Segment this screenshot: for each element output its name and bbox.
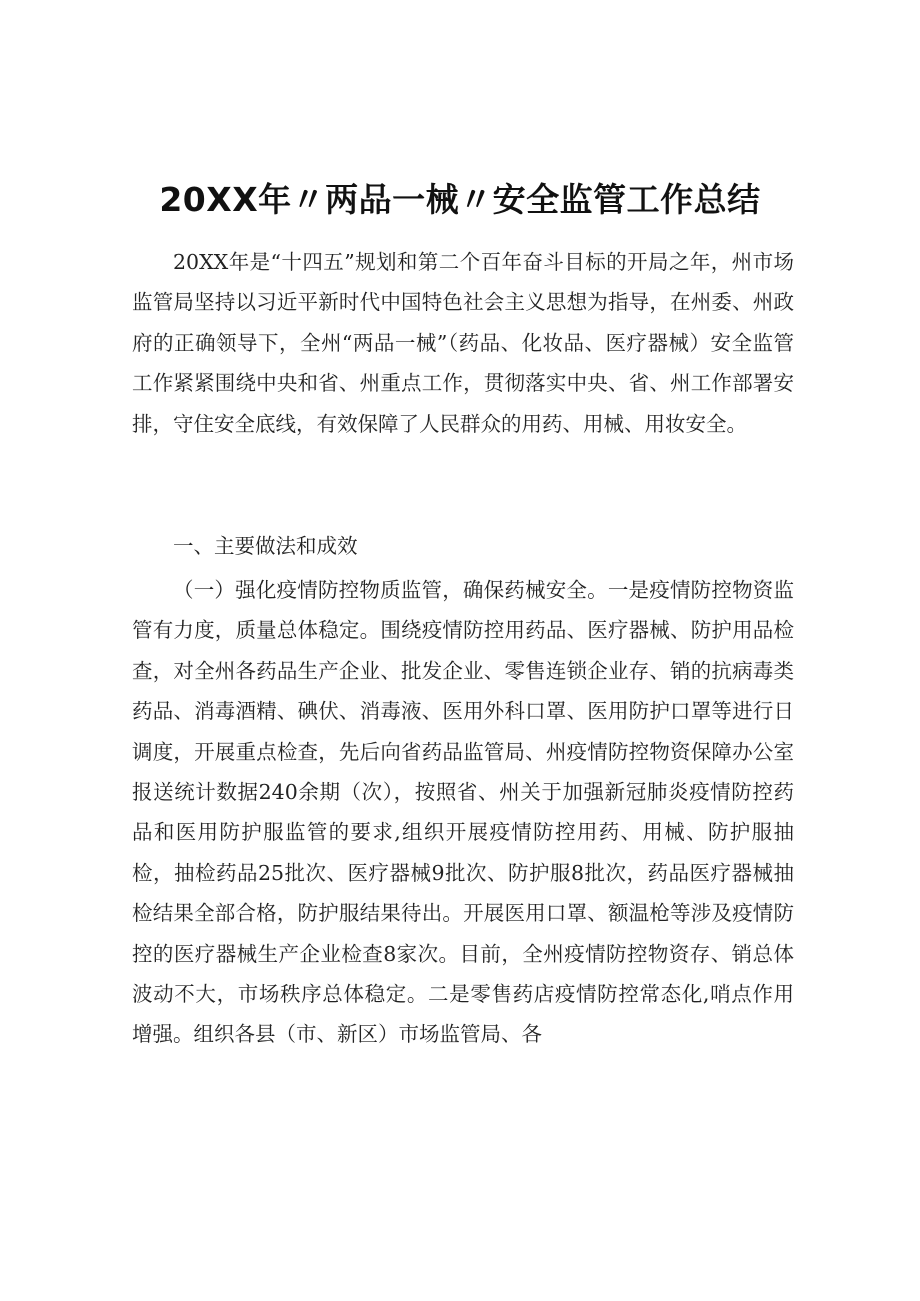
document-title: 20XX年〃两品一械〃安全监管工作总结 [159,180,761,219]
section-paragraph: （一）强化疫情防控物质监管，确保药械安全。一是疫情防控物资监管有力度，质量总体稳定。围绕疫情防控用药品、医疗器械、防护用品检查，对全州各药品生产企业、批发企业、零售连锁企业存、销的抗病毒类药品、消毒酒精、碘伏、消毒液、医用外科口罩、医用防护口罩等进行日调度，开展重点检查，先后向省药品监管局、州疫情防控物资保障办公室报送统计数据240余期（次），按照省、州关于加强新冠肺炎疫情防控药品和医用防护服监管的要求,组织开展疫情防控用药、用械、防护服抽检，抽检药品25批次、医疗器械9批次、防护服8批次，药品医疗器械抽检结果全部合格，防护服结果待出。开展医用口罩、额温枪等涉及疫情防控的医疗器械生产企业检查8家次。目前，全州疫情防控物资存、销总体波动不大，市场秩序总体稳定。二是零售药店疫情防控常态化,哨点作用增强。组织各县（市、新区）市场监管局、各 [132,578,794,1047]
section-heading: 一、主要做法和成效 [173,534,358,558]
intro-paragraph: 20XX年是“十四五”规划和第二个百年奋斗目标的开局之年，州市场监管局坚持以习近平新时代中国特色社会主义思想为指导，在州委、州政府的正确领导下，全州“两品一械”（药品、化妆品、医疗器械）安全监管工作紧紧围绕中央和省、州重点工作，贯彻落实中央、省、州工作部署安排，守住安全底线，有效保障了人民群众的用药、用械、用妆安全。 [132,250,794,436]
